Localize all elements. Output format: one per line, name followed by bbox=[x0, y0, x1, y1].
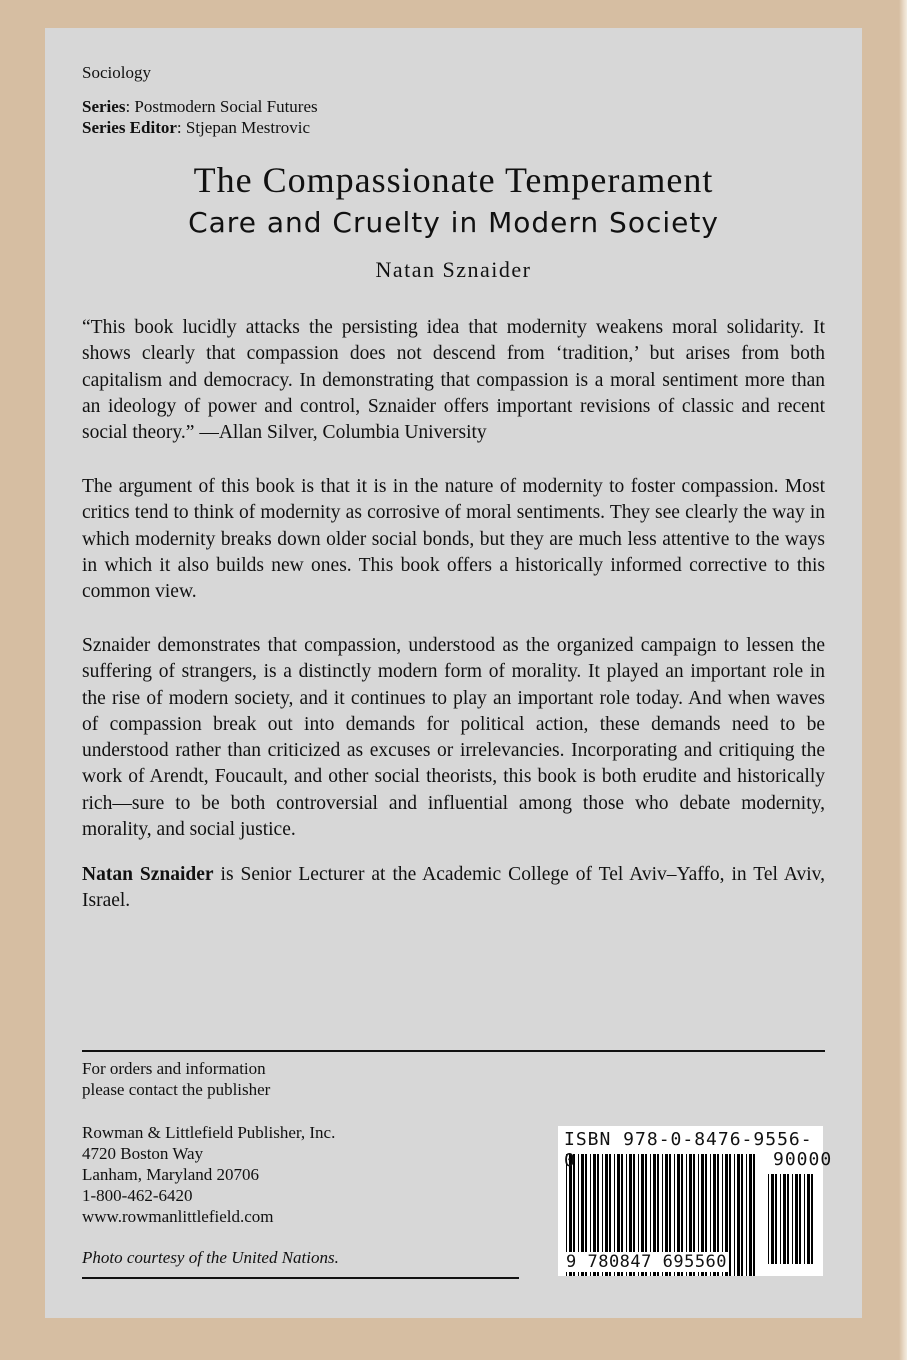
isbn-barcode bbox=[558, 1126, 833, 1276]
barcode-bar bbox=[749, 1154, 752, 1276]
barcode-bar bbox=[746, 1154, 747, 1276]
barcode-bar bbox=[807, 1174, 810, 1264]
barcode-bar bbox=[771, 1174, 774, 1264]
publisher-name: Rowman & Littlefield Publisher, Inc. bbox=[82, 1123, 336, 1142]
barcode-bar bbox=[811, 1174, 813, 1264]
barcode-bar bbox=[729, 1154, 731, 1276]
barcode-bar bbox=[753, 1154, 755, 1276]
publisher-address bbox=[82, 1122, 335, 1227]
barcode-bar bbox=[804, 1174, 805, 1264]
series-info bbox=[82, 96, 318, 138]
description-paragraph: Sznaider demonstrates that compassion, understood as the organized campaign to lessen the suffering of strangers, is a distinctly modern form of morality. It played an important role in the rise of modern society, and it continues to play an important role today. And when waves of compassion break out into demands for political action, these demands need to be understood rather than criticized as excuses or irrelevancies. Incorporating and critiquing the work of Arendt, Foucault, and other social theorists, this book is both erudite and historically rich—sure to be both controversial and influential among those who debate modernity, morality, and social justice. bbox=[82, 635, 825, 841]
series-editor-label: Series Editor bbox=[82, 118, 177, 137]
photo-credit: Photo courtesy of the United Nations. bbox=[82, 1248, 339, 1267]
publisher-phone: 1-800-462-6420 bbox=[82, 1186, 193, 1205]
publisher-city: Lanham, Maryland 20706 bbox=[82, 1165, 260, 1184]
contact-line-2: please contact the publisher bbox=[82, 1080, 271, 1099]
ean-number: 9 780847 695560 bbox=[566, 1252, 728, 1272]
barcode-bar bbox=[741, 1154, 743, 1276]
endorsement-quote: “This book lucidly attacks the persisting idea that modernity weakens moral solidarity. It shows clearly that compassion does not descend from ‘tradition,’ but arises from both capitalism and democracy. In demonstrating that compassion is a moral sentiment more than an ideology of power and control, Sznaider offers important revisions of classic and recent social theory.” —Allan Silver, Columbia University bbox=[82, 317, 825, 444]
series-value: : Postmodern Social Futures bbox=[125, 97, 318, 116]
barcode-bar bbox=[768, 1174, 769, 1264]
book-subtitle: Care and Cruelty in Modern Society bbox=[188, 206, 719, 239]
series-editor-value: : Stjepan Mestrovic bbox=[176, 118, 311, 137]
series-editor-line bbox=[82, 117, 318, 138]
argument-paragraph: The argument of this book is that it is in the nature of modernity to foster compassion. Most critics tend to think of modernity as corrosive of moral sentiments. They see clearly the way in which modernity breaks down older social bonds, but they are much less attentive to the ways in which it also builds new ones. This book offers a historically informed corrective to this common view. bbox=[82, 476, 825, 603]
author-bio bbox=[82, 862, 825, 915]
contact-line-1: For orders and information bbox=[82, 1059, 266, 1078]
publisher-street: 4720 Boston Way bbox=[82, 1144, 204, 1163]
barcode-bar bbox=[780, 1174, 781, 1264]
isbn-number: ISBN 978-0-8476-9556-0 bbox=[564, 1129, 813, 1171]
order-contact bbox=[82, 1058, 270, 1100]
book-title: The Compassionate Temperament bbox=[193, 160, 714, 200]
barcode-bar bbox=[787, 1174, 789, 1264]
page-edge bbox=[899, 0, 907, 1360]
footer-divider bbox=[82, 1050, 825, 1052]
barcode-bar bbox=[734, 1154, 735, 1276]
author-bio-text: is Senior Lecturer at the Academic College of Tel Aviv–Yaffo, in Tel Aviv, Israel. bbox=[82, 864, 825, 912]
barcode-bar bbox=[737, 1154, 740, 1276]
category-label: Sociology bbox=[82, 63, 151, 82]
author-bio-name: Natan Sznaider bbox=[82, 864, 214, 885]
barcode-bar bbox=[775, 1174, 777, 1264]
series-label: Series bbox=[82, 97, 126, 116]
series-line bbox=[82, 96, 318, 117]
publisher-website: www.rowmanlittlefield.com bbox=[82, 1207, 274, 1226]
barcode-bar bbox=[795, 1174, 798, 1264]
barcode-bar bbox=[792, 1174, 793, 1264]
back-cover-panel bbox=[45, 28, 862, 1318]
credit-divider bbox=[82, 1277, 519, 1279]
price-code: 90000 bbox=[773, 1149, 833, 1170]
barcode-bar bbox=[799, 1174, 801, 1264]
book-author: Natan Sznaider bbox=[375, 257, 532, 282]
barcode-bar bbox=[783, 1174, 786, 1264]
